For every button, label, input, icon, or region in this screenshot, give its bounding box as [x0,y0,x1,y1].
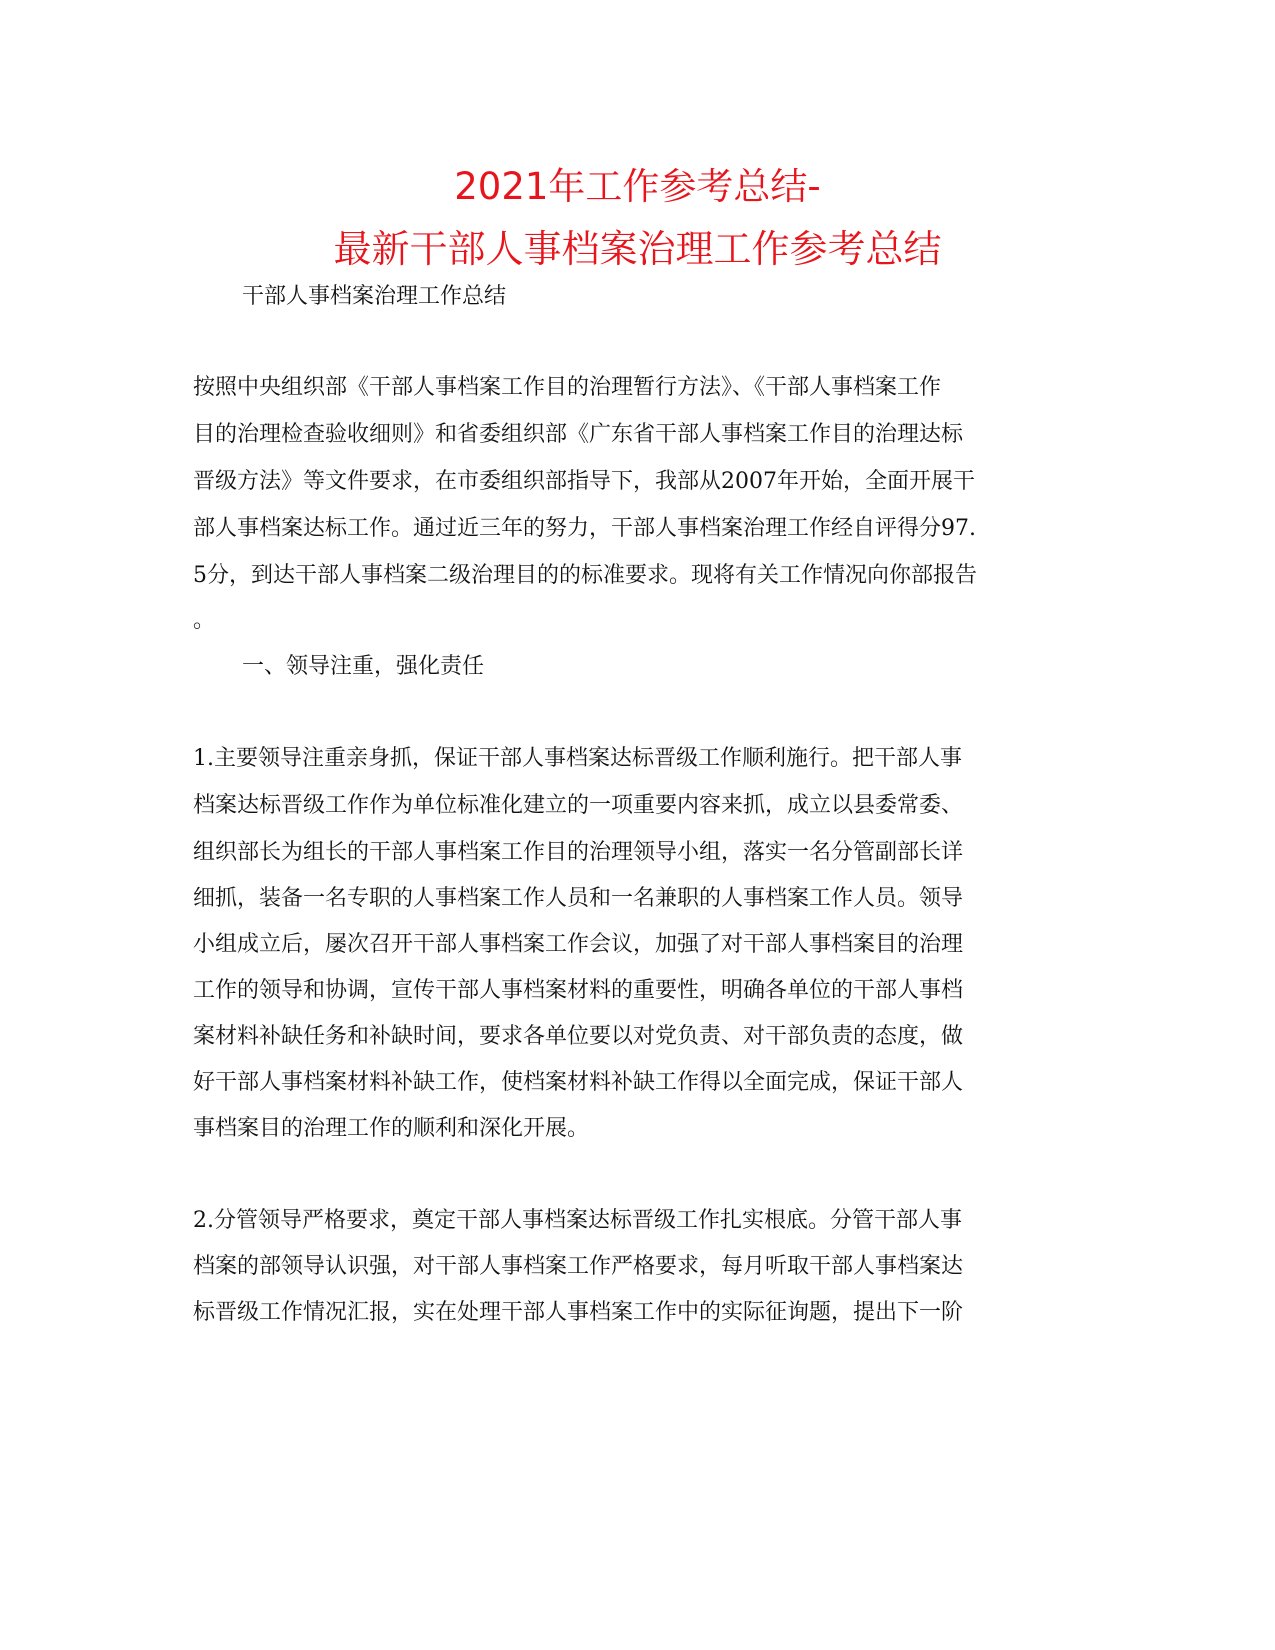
paragraph-line: 标晋级工作情况汇报，实在处理干部人事档案工作中的实际征询题，提出下一阶 [193,1300,964,1325]
document-title-line-1: 2021年工作参考总结- [454,165,821,208]
paragraph-line: 5分，到达干部人事档案二级治理目的的标准要求。现将有关工作情况向你部报告 [193,563,977,588]
paragraph-line: 按照中央组织部《干部人事档案工作目的治理暂行方法》、《干部人事档案工作 [193,375,942,400]
paragraph-line: 组织部长为组长的干部人事档案工作目的治理领导小组，落实一名分管副部长详 [193,840,964,865]
paragraph-line: 档案达标晋级工作作为单位标准化建立的一项重要内容来抓，成立以县委常委、 [193,793,964,818]
paragraph-line: 小组成立后，屡次召开干部人事档案工作会议，加强了对干部人事档案目的治理 [193,932,964,957]
document-title-line-2: 最新干部人事档案治理工作参考总结 [333,227,942,271]
paragraph-line: 细抓，装备一名专职的人事档案工作人员和一名兼职的人事档案工作人员。领导 [193,886,964,911]
paragraph-line: 2.分管领导严格要求，奠定干部人事档案达标晋级工作扎实根底。分管干部人事 [193,1208,962,1233]
paragraph-line: 案材料补缺任务和补缺时间，要求各单位要以对党负责、对干部负责的态度，做 [193,1024,964,1049]
paragraph-line: 档案的部领导认识强，对干部人事档案工作严格要求，每月听取干部人事档案达 [193,1254,964,1279]
document-subtitle: 干部人事档案治理工作总结 [242,284,507,309]
paragraph-line: 好干部人事档案材料补缺工作，使档案材料补缺工作得以全面完成，保证干部人 [193,1070,964,1095]
paragraph-line: 。 [193,608,216,633]
paragraph-line: 晋级方法》等文件要求，在市委组织部指导下，我部从2007年开始，全面开展干 [193,469,975,494]
paragraph-line: 工作的领导和协调，宣传干部人事档案材料的重要性，明确各单位的干部人事档 [193,978,964,1003]
paragraph-line: 目的治理检查验收细则》和省委组织部《广东省干部人事档案工作目的治理达标 [193,422,964,447]
paragraph-line: 部人事档案达标工作。通过近三年的努力，干部人事档案治理工作经自评得分97. [193,516,976,541]
paragraph-line: 事档案目的治理工作的顺利和深化开展。 [193,1116,590,1141]
section-heading: 一、领导注重，强化责任 [242,654,485,679]
paragraph-line: 1.主要领导注重亲身抓，保证干部人事档案达标晋级工作顺利施行。把干部人事 [193,746,962,771]
